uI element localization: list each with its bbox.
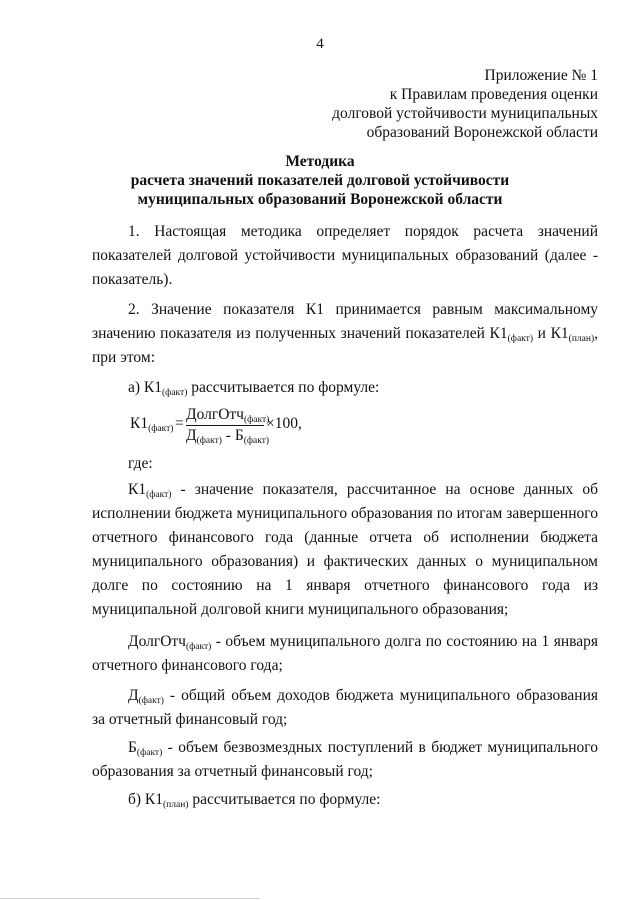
formula-numerator: [186, 406, 270, 425]
subscript: (факт): [243, 436, 270, 446]
appendix-header: [332, 66, 598, 142]
item-b-text: рассчитывается по формуле:: [188, 791, 381, 808]
denominator-d: Д: [186, 427, 197, 444]
item-a-text: рассчитывается по формуле:: [187, 379, 380, 396]
definition-b: [92, 736, 598, 784]
subscript: (факт): [243, 415, 270, 425]
fraction-bar: [186, 425, 264, 426]
formula-denominator: [186, 427, 270, 446]
subscript: (факт): [136, 748, 163, 758]
page-number: 4: [316, 36, 324, 52]
definition-term: Д: [128, 687, 139, 704]
appendix-line-2: к Правилам проведения оценки: [389, 86, 598, 103]
formula-fraction: [186, 406, 270, 446]
subscript: (факт): [507, 334, 533, 344]
item-b-prefix: б) К1: [128, 791, 164, 808]
definition-text: - значение показателя, рассчитанное на основе данных об исполнении бюджета муниципального образования по итогам завершенного отчетного финансового года (данные отчета об исполнении бюджета муниципального образования) и фактических данных о муниципальном долге по состоянию на 1 января отчетного финансового года из муниципальной долговой книги муниципального образования;: [92, 481, 598, 618]
where-label: где:: [128, 455, 153, 472]
paragraph-2-tail: , при этом:: [92, 325, 598, 366]
definition-text: - общий объем доходов бюджета муниципального образования за отчетный финансовый год;: [92, 687, 598, 728]
paragraph-2: [92, 298, 598, 370]
document-title: [0, 152, 640, 209]
subscript: (план): [568, 334, 595, 344]
appendix-line-4: образований Воронежской области: [366, 124, 598, 141]
formula-multiplier: ×100,: [266, 415, 302, 432]
paragraph-2-and: и К1: [532, 325, 569, 342]
definition-term: ДолгОтч: [128, 633, 186, 650]
appendix-line-1: Приложение № 1: [484, 67, 598, 84]
bottom-rule: [0, 898, 260, 899]
formula-lhs: [130, 415, 173, 433]
item-b: [128, 788, 380, 812]
formula-equals: =: [175, 415, 184, 432]
paragraph-2-text: 2. Значение показателя К1 принимается равным максимальному значению показателя из полученных значений показателей К1: [92, 301, 598, 342]
definition-dolgotch: [92, 630, 598, 678]
denominator-minus-b: - Б: [221, 427, 244, 444]
item-a: [128, 376, 379, 400]
subscript: (факт): [185, 642, 212, 652]
title-line-2: расчета значений показателей долговой устойчивости: [130, 172, 510, 189]
definition-text: - объем муниципального долга по состоянию на 1 января отчетного финансового года;: [92, 633, 598, 674]
appendix-line-3: долговой устойчивости муниципальных: [332, 105, 598, 122]
subscript: (факт): [138, 696, 164, 706]
title-line-1: Методика: [285, 153, 355, 170]
subscript: (факт): [162, 388, 188, 398]
formula-lhs-symbol: К1: [130, 415, 149, 432]
subscript: (факт): [196, 436, 222, 446]
subscript: (факт): [148, 424, 174, 434]
definition-text: - объем безвозмездных поступлений в бюджет муниципального образования за отчетный финансовый год;: [92, 739, 598, 780]
paragraph-1: 1. Настоящая методика определяет порядок расчета значений показателей долговой устойчивости муниципальных образований (далее - показатель).: [92, 223, 598, 288]
subscript: (факт): [146, 490, 172, 500]
definition-d: [92, 684, 598, 732]
numerator-symbol: ДолгОтч: [186, 406, 244, 423]
subscript: (план): [163, 800, 189, 810]
definition-k1: [92, 478, 598, 622]
item-a-prefix: а) К1: [128, 379, 163, 396]
title-line-3: муниципальных образований Воронежской области: [137, 191, 503, 208]
definition-term: Б: [128, 739, 137, 756]
definition-term: К1: [128, 481, 147, 498]
